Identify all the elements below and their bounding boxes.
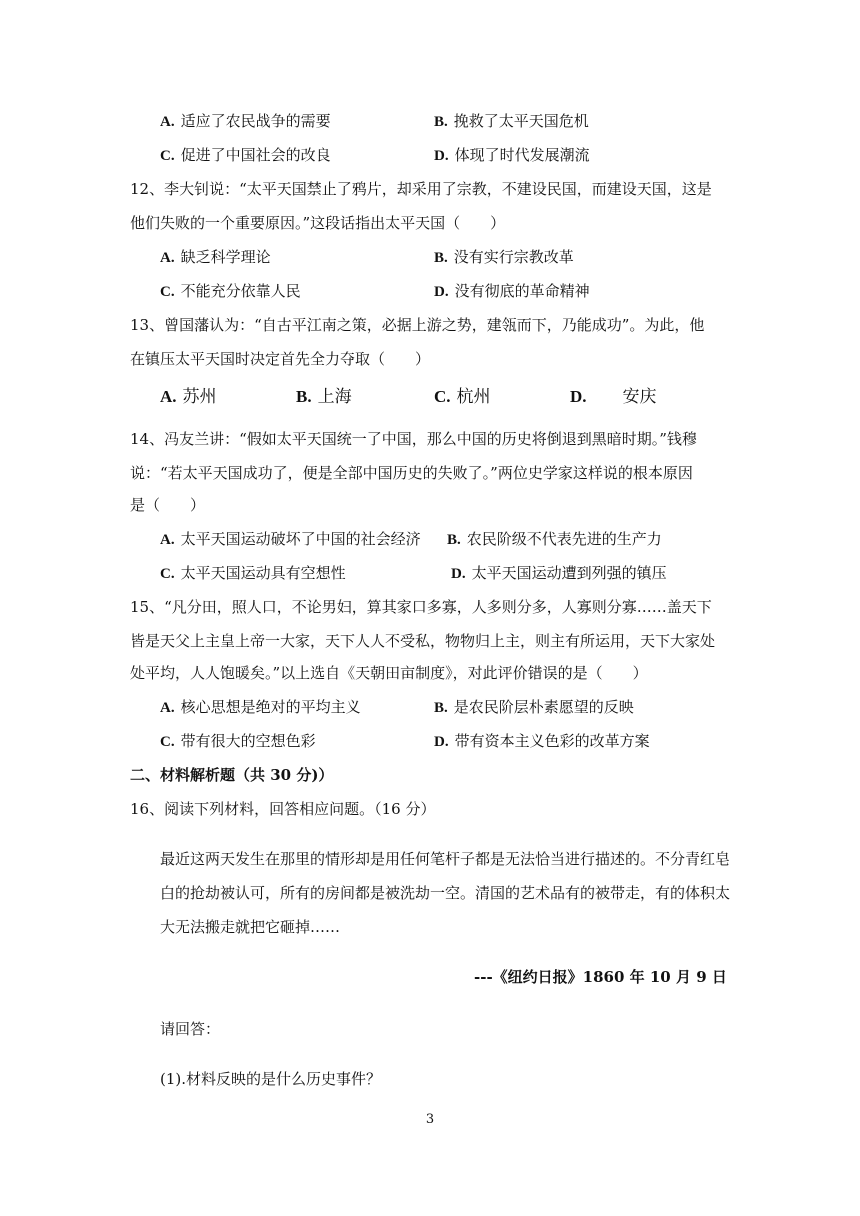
q12-option-a: A. 缺乏科学理论 [160, 248, 271, 266]
q12-option-c: C. 不能充分依靠人民 [160, 282, 301, 300]
q14-option-b: B. 农民阶级不代表先进的生产力 [447, 530, 662, 548]
q12-stem-line2: 他们失败的一个重要原因。”这段话指出太平天国（ ） [130, 214, 506, 232]
q15-stem-line1: 15、“凡分田，照人口，不论男妇，算其家口多寡，人多则分多，人寡则分寡……盖天下 [130, 598, 712, 616]
q15-option-d: D. 带有资本主义色彩的改革方案 [434, 732, 650, 750]
q13-option-c: C. 杭州 [434, 387, 491, 407]
q13-stem-line2: 在镇压太平天国时决定首先全力夺取（ ） [130, 350, 431, 368]
q11-option-d: D. 体现了时代发展潮流 [434, 146, 590, 164]
q16-material: 最近这两天发生在那里的情形却是用任何笔杆子都是无法恰当进行描述的。不分青红皂白的抢劫被认可，所有的房间都是被洗劫一空。清国的艺术品有的被带走，有的体积太大无法搬走就把它砸掉…… [160, 850, 731, 936]
q11-option-b: B. 挽救了太平天国危机 [434, 112, 589, 130]
q16-intro: 16、阅读下列材料，回答相应问题。（16 分） [130, 800, 436, 818]
q13-stem-line1: 13、曾国藩认为：“自古平江南之策，必据上游之势，建瓴而下，乃能成功”。为此，他 [130, 316, 705, 334]
page-number: 3 [425, 1112, 435, 1127]
q13-option-a: A. 苏州 [160, 387, 217, 407]
q15-option-b: B. 是农民阶层朴素愿望的反映 [434, 698, 634, 716]
q11-option-a: A. 适应了农民战争的需要 [160, 112, 331, 130]
q13-option-b: B. 上海 [296, 387, 352, 407]
q15-option-a: A. 核心思想是绝对的平均主义 [160, 698, 361, 716]
q12-stem-line1: 12、李大钊说：“太平天国禁止了鸦片，却采用了宗教，不建设民国，而建设天国，这是 [130, 180, 712, 198]
q15-option-c: C. 带有很大的空想色彩 [160, 732, 316, 750]
q13-option-d: D. 安庆 [570, 387, 657, 407]
q16-prompt: 请回答： [160, 1020, 221, 1038]
section-heading: 二、材料解析题（共 30 分)） [130, 766, 334, 784]
q12-option-b: B. 没有实行宗教改革 [434, 248, 574, 266]
q14-stem-line2: 说：“若太平天国成功了，便是全部中国历史的失败了。”两位史学家这样说的根本原因 [130, 464, 693, 482]
q14-stem-line1: 14、冯友兰讲：“假如太平天国统一了中国，那么中国的历史将倒退到黑暗时期。”钱穆 [130, 430, 697, 448]
q15-stem-line3: 处平均，人人饱暖矣。”以上选自《天朝田亩制度》，对此评价错误的是（ ） [130, 664, 648, 682]
q16-source: ---《纽约日报》1860 年 10 月 9 日 [474, 968, 727, 986]
q14-option-c: C. 太平天国运动具有空想性 [160, 564, 346, 582]
q14-option-d: D. 太平天国运动遭到列强的镇压 [451, 564, 667, 582]
q16-subquestion-1: (1).材料反映的是什么历史事件？ [160, 1070, 382, 1088]
q15-stem-line2: 皆是天父上主皇上帝一大家，天下人人不受私，物物归上主，则主有所运用，天下大家处 [130, 632, 716, 650]
q14-option-a: A. 太平天国运动破坏了中国的社会经济 [160, 530, 421, 548]
q14-stem-line3: 是（ ） [130, 496, 206, 514]
q12-option-d: D. 没有彻底的革命精神 [434, 282, 590, 300]
q11-option-c: C. 促进了中国社会的改良 [160, 146, 331, 164]
